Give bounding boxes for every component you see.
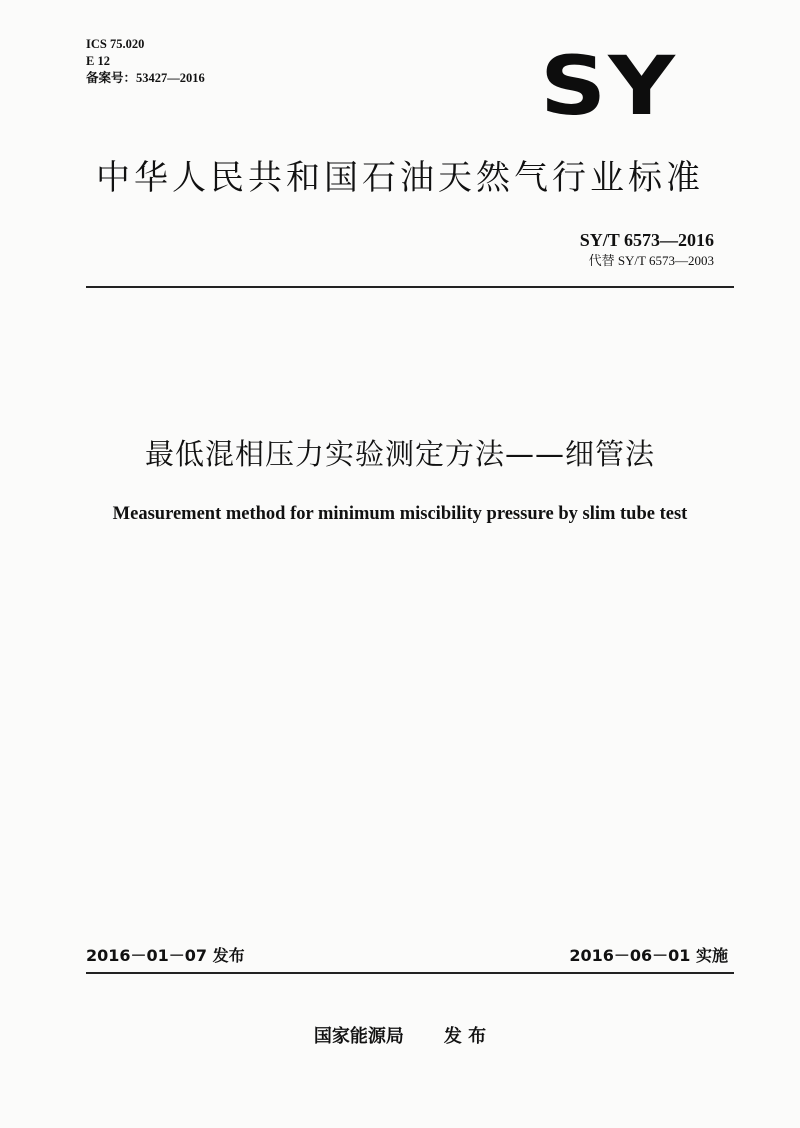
publisher-action: 发 布	[443, 1026, 487, 1047]
implementation-date: 2016－06－01 实施	[569, 946, 728, 965]
publisher-name: 国家能源局	[313, 1026, 404, 1047]
ics-code: ICS 75.020	[86, 37, 145, 51]
filing-number: 备案号：53427—2016	[86, 71, 205, 85]
classification-block	[86, 36, 205, 87]
category-code: E 12	[86, 54, 110, 68]
header-divider	[86, 286, 734, 288]
standard-number-block	[580, 228, 714, 270]
replaces-note: 代替 SY/T 6573—2003	[588, 253, 714, 268]
footer-divider	[86, 972, 734, 974]
title-chinese: 最低混相压力实验测定方法——细管法	[144, 437, 655, 471]
publisher-line	[0, 1022, 800, 1048]
title-english: Measurement method for minimum miscibility pressure by slim tube test	[112, 504, 688, 524]
standard-number: SY/T 6573—2016	[579, 230, 714, 250]
sy-logo: SY	[540, 38, 677, 134]
standard-type-heading: 中华人民共和国石油天然气行业标准	[96, 158, 704, 198]
issue-date: 2016－01－07 发布	[86, 946, 245, 965]
